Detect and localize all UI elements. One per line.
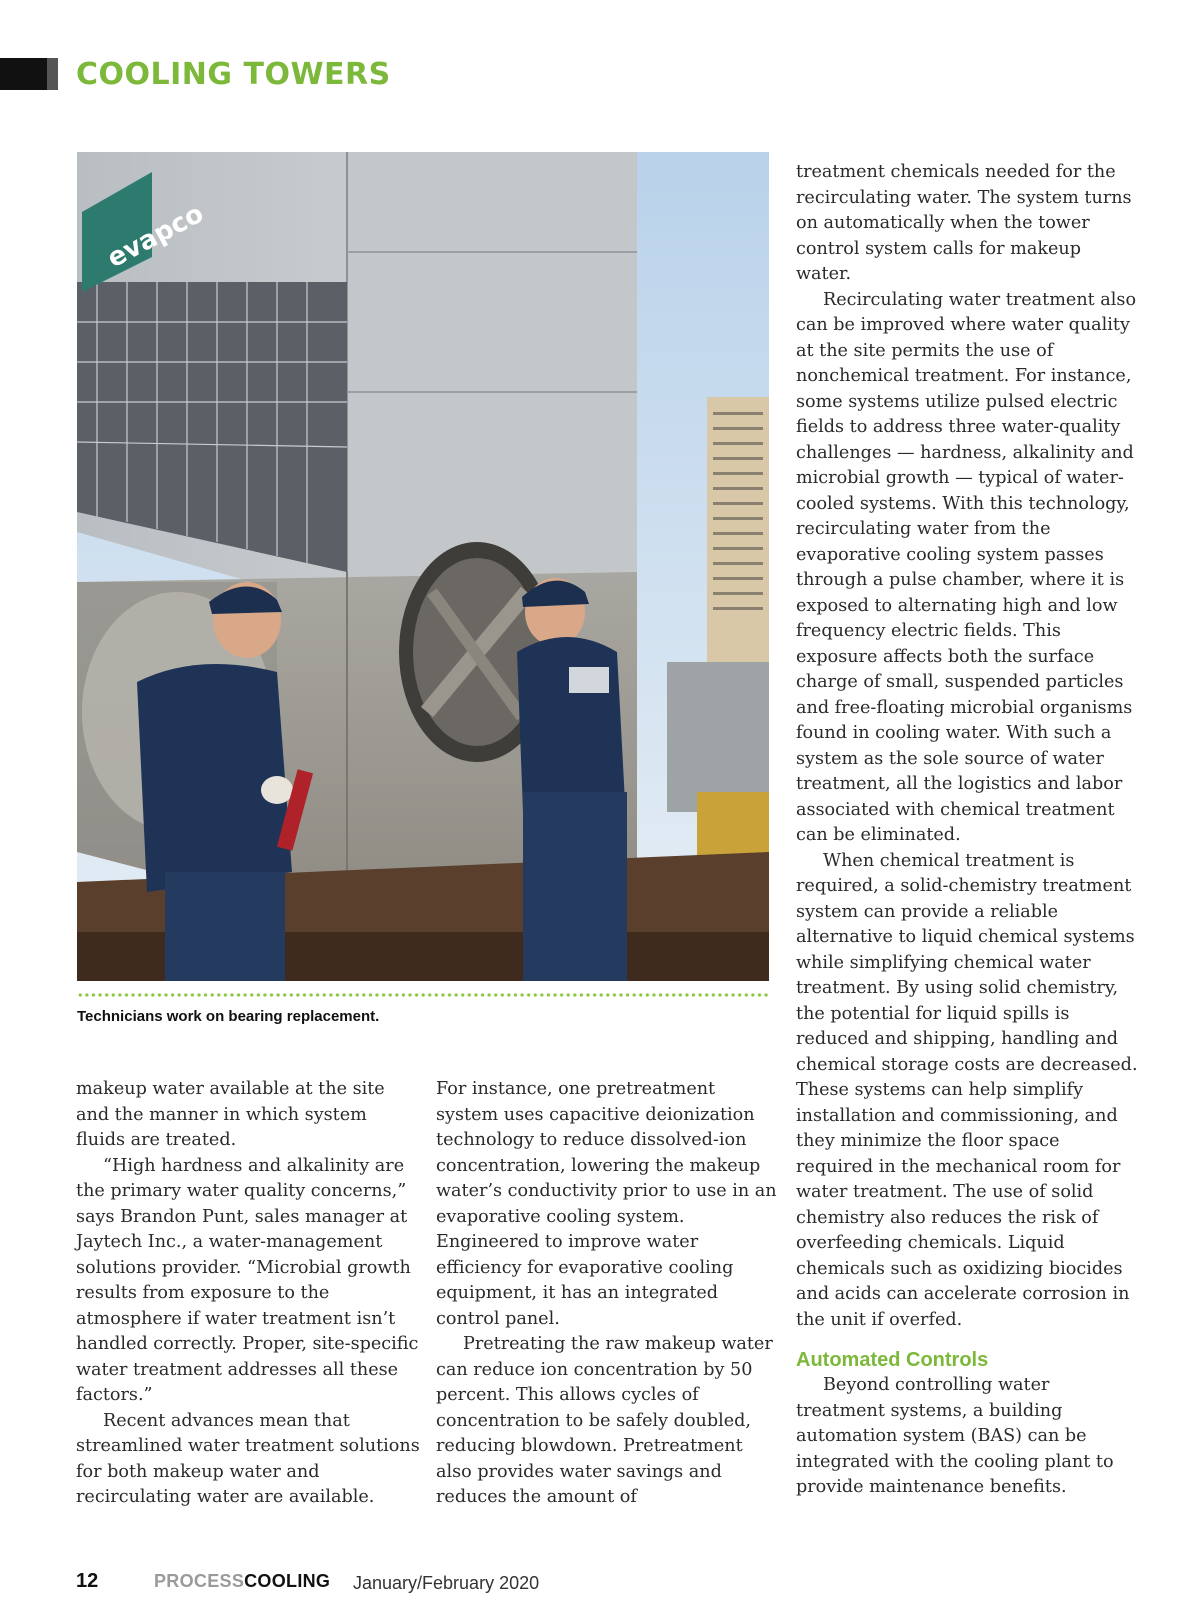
paragraph: Recirculating water treatment also can be improved where water quality at the site permits the use of nonchemical treatment. For instance, some systems utilize pulsed electric fields to address three water-quality challenges — hardness, alkalinity and microbial growth — typical of water-cooled systems. With this technology, recirculating water from the evaporative cooling system passes through a pulse chamber, where it is exposed to alternating high and low frequency electric fields. This exposure affects both the surface charge of small, suspended particles and free-floating microbial organisms found in cooling water. With such a system as the sole source of water treatment, all the logistics and labor associated with chemical treatment can be eliminated. (796, 289, 1137, 845)
brand-part-1: PROCESS (154, 1571, 245, 1591)
publication-name (154, 1571, 330, 1592)
issue-date: January/February 2020 (353, 1573, 540, 1593)
paragraph: makeup water available at the site and the manner in which system fluids are treated. (76, 1079, 385, 1150)
article-photo (77, 152, 769, 981)
section-title: COOLING TOWERS (76, 57, 391, 92)
column-3 (796, 160, 1141, 1501)
section-marker (0, 58, 47, 90)
photo-caption: Technicians work on bearing replacement. (77, 1008, 380, 1025)
paragraph: Pretreating the raw makeup water can reduce ion concentration by 50 percent. This allows cycles of concentration to be safely doubled, reducing blowdown. Pretreatment also provides water savings and reduces the amount of (436, 1334, 773, 1507)
column-2 (436, 1077, 780, 1511)
paragraph: Recent advances mean that streamlined water treatment solutions for both makeup water and recirculating water are available. (76, 1410, 420, 1507)
page-number: 12 (76, 1570, 99, 1592)
subheading: Automated Controls (796, 1349, 989, 1371)
paragraph: treatment chemicals needed for the recirculating water. The system turns on automatically when the tower control system calls for makeup water. (796, 162, 1132, 284)
paragraph: Beyond controlling water treatment systems, a building automation system (BAS) can be integrated with the cooling plant to provide maintenance benefits. (796, 1375, 1114, 1497)
brand-part-2: COOLING (244, 1571, 331, 1591)
column-1 (76, 1077, 420, 1511)
paragraph: When chemical treatment is required, a solid-chemistry treatment system can provide a reliable alternative to liquid chemical systems while simplifying chemical water treatment. By using solid chemistry, the potential for liquid spills is reduced and shipping, handling and chemical storage costs are decreased. These systems can help simplify installation and commissioning, and they minimize the floor space required in the mechanical room for water treatment. The use of solid chemistry also reduces the risk of overfeeding chemicals. Liquid chemicals such as oxidizing biocides and acids can accelerate corrosion in the unit if overfed. (796, 850, 1138, 1330)
paragraph: “High hardness and alkalinity are the primary water quality concerns,” says Brandon Punt, sales manager at Jaytech Inc., a water-management solutions provider. “Microbial growth results from exposure to the atmosphere if water treatment isn’t handled correctly. Proper, site-specific water treatment addresses all these factors.” (76, 1155, 419, 1405)
brand-logo-text: evapco (102, 198, 209, 275)
paragraph: For instance, one pretreatment system uses capacitive deionization technology to reduce dissolved-ion concentration, lowering the makeup water’s conductivity prior to use in an evaporative cooling system. Engineered to improve water efficiency for evaporative cooling equipment, it has an integrated control panel. (436, 1079, 777, 1329)
section-marker-accent (47, 58, 58, 90)
caption-divider (77, 993, 769, 997)
